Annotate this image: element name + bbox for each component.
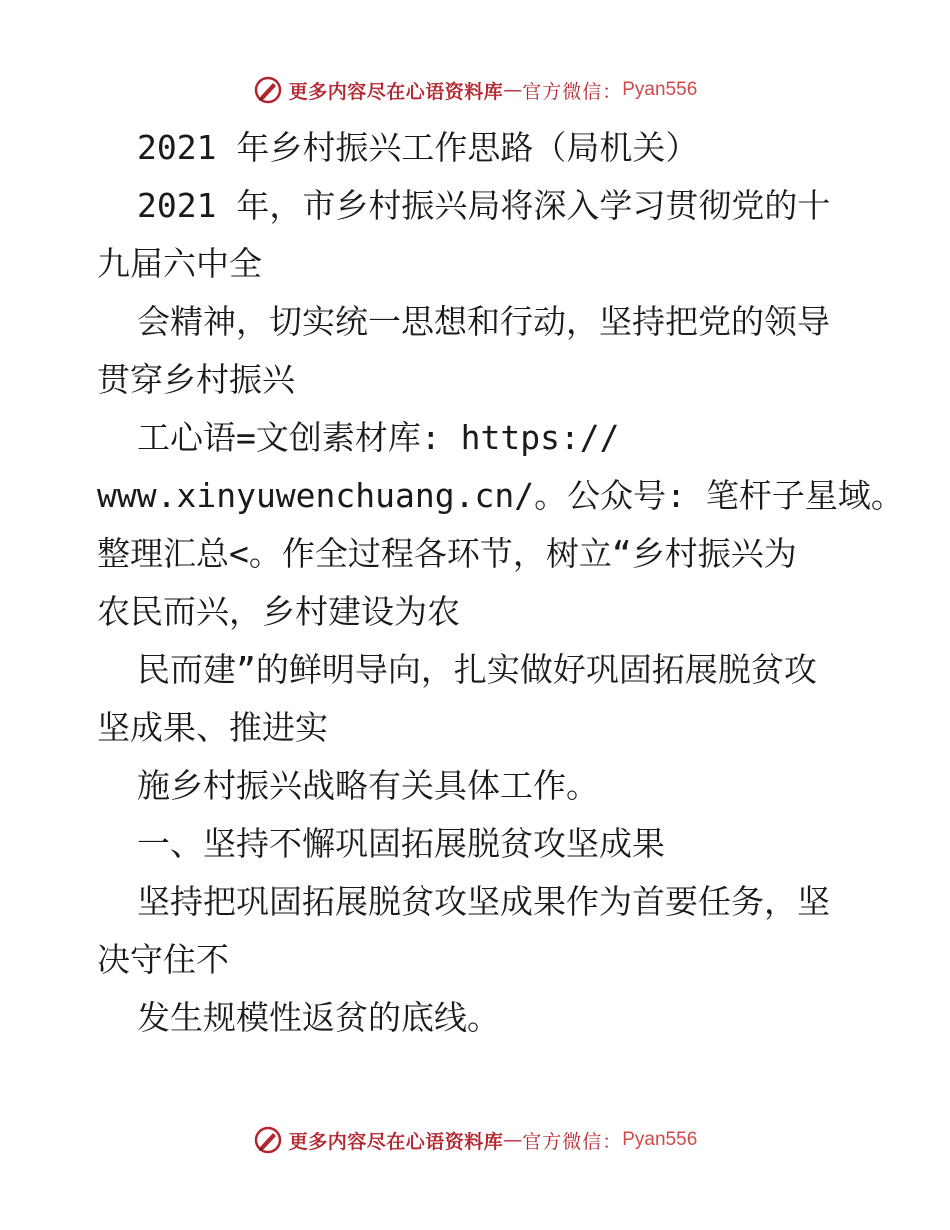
document-line: 会精神，切实统一思想和行动，坚持把党的领导	[137, 302, 830, 341]
header-watermark	[0, 70, 950, 110]
watermark-dash: —	[503, 1129, 523, 1151]
pen-logo-icon	[253, 1125, 283, 1155]
document-line: 坚持把巩固拓展脱贫攻坚成果作为首要任务，坚	[137, 882, 830, 921]
document-line: www.xinyuwenchuang.cn/。公众号: 笔杆子星域。	[97, 476, 904, 515]
document-line: 民而建”的鲜明导向，扎实做好巩固拓展脱贫攻	[137, 650, 817, 689]
document-line: 工心语=文创素材库: https://	[137, 418, 620, 457]
document-line: 2021 年，市乡村振兴局将深入学习贯彻党的十	[137, 186, 831, 225]
watermark-promo-text: 更多内容尽在心语资料库	[288, 80, 504, 103]
section-heading: 一、坚持不懈巩固拓展脱贫攻坚成果	[137, 824, 665, 863]
footer-watermark	[0, 1120, 950, 1160]
watermark-dash: —	[503, 79, 523, 101]
document-title: 2021 年乡村振兴工作思路（局机关）	[137, 128, 699, 167]
document-line: 贯穿乡村振兴	[97, 360, 295, 399]
document-line: 坚成果、推进实	[97, 708, 328, 747]
document-line: 九届六中全	[97, 244, 262, 283]
watermark-wechat-id: Pyan556	[622, 1129, 698, 1150]
watermark-promo-text: 更多内容尽在心语资料库	[288, 1130, 504, 1153]
document-line: 发生规模性返贫的底线。	[137, 998, 500, 1037]
document-line: 整理汇总<。作全过程各环节，树立“乡村振兴为	[97, 534, 797, 573]
pen-logo-icon	[253, 75, 283, 105]
document-line: 农民而兴，乡村建设为农	[97, 592, 460, 631]
watermark-wechat-id: Pyan556	[622, 79, 698, 100]
document-line: 施乡村振兴战略有关具体工作。	[137, 766, 599, 805]
watermark-contact-label: 官方微信：	[522, 1130, 623, 1153]
watermark-contact-label: 官方微信：	[522, 80, 623, 103]
document-line: 决守住不	[97, 940, 229, 979]
